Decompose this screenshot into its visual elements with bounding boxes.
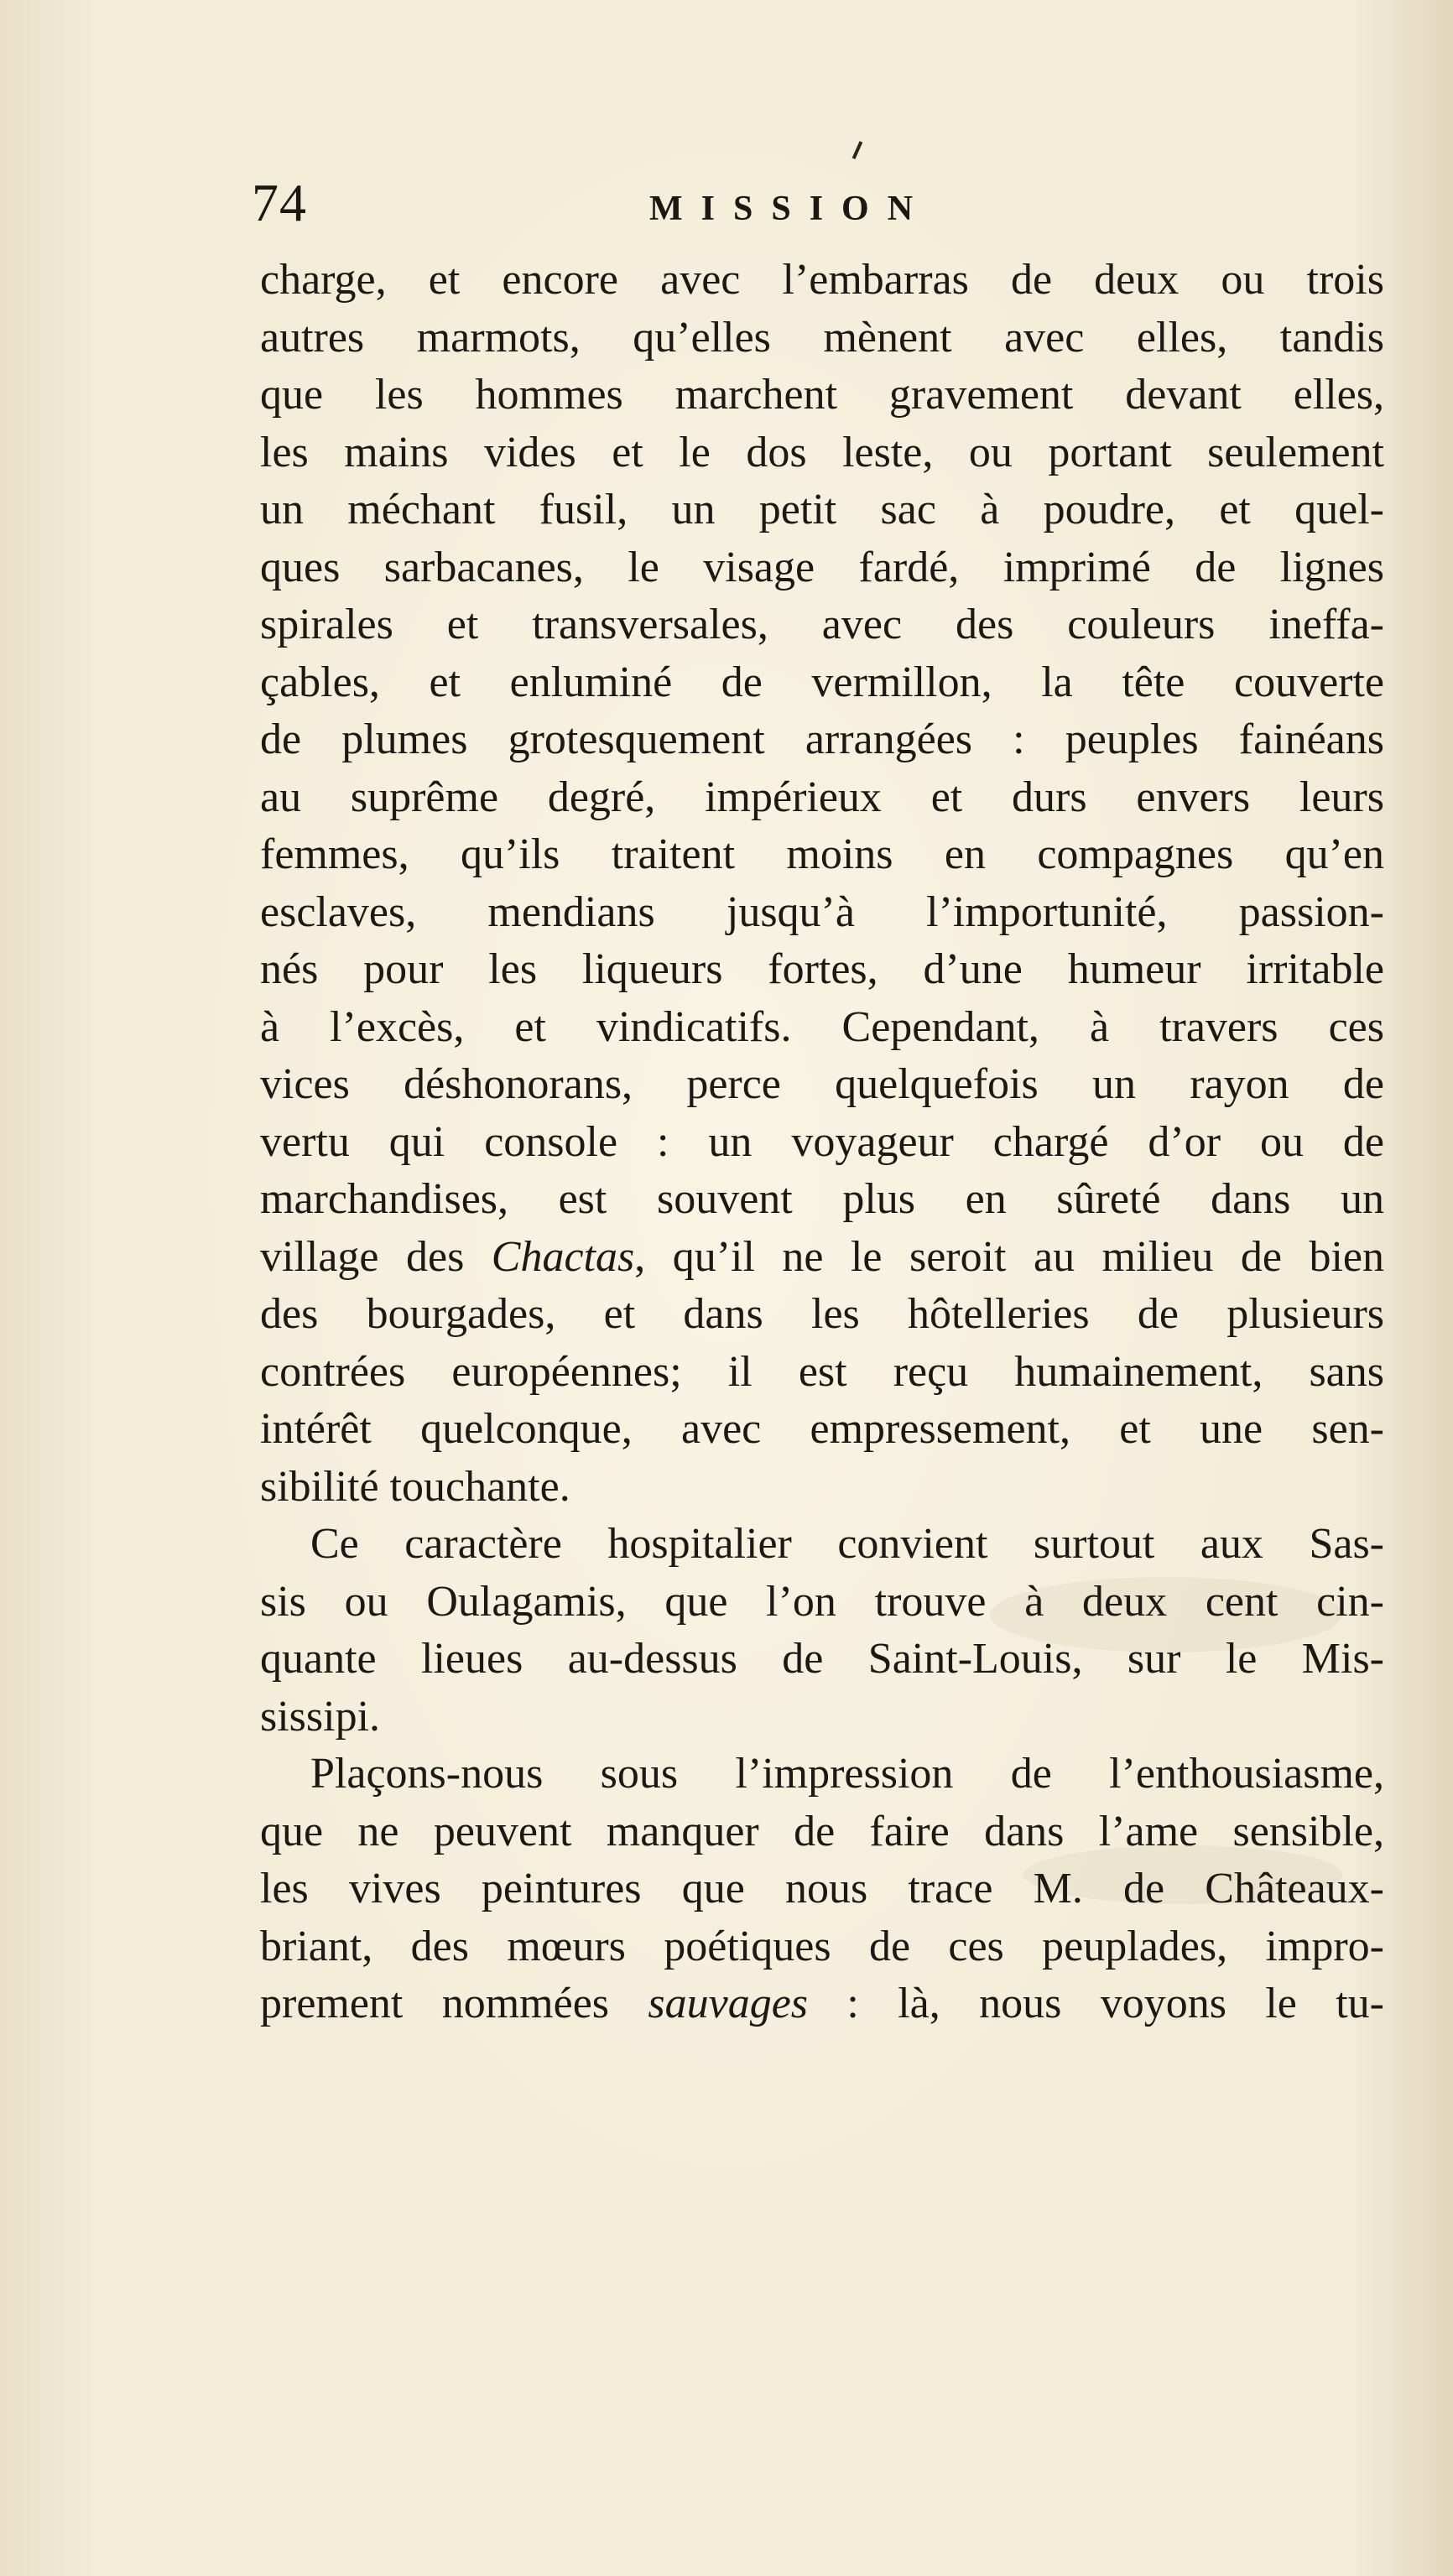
text-segment: esclaves, mendians jusqu’à l’importunité, passion- (260, 887, 1384, 936)
text-line (260, 1459, 1384, 1517)
text-segment: sis ou Oulagamis, que l’on trouve à deux cent cin- (260, 1577, 1384, 1626)
text-line (260, 596, 1384, 654)
text-segment: au suprême degré, impérieux et durs envers leurs (260, 773, 1384, 821)
text-segment: femmes, qu’ils traitent moins en compagnes qu’en (260, 830, 1384, 878)
text-line (260, 654, 1384, 712)
text-line (260, 999, 1384, 1057)
text-line (260, 539, 1384, 597)
text-segment: vertu qui console : un voyageur chargé d’or ou de (260, 1117, 1384, 1166)
text-segment: Plaçons-nous sous l’impression de l’enthousiasme, (310, 1750, 1384, 1798)
running-head: MISSION (649, 190, 932, 228)
text-line (260, 826, 1384, 884)
text-line (260, 1344, 1384, 1402)
text-line (260, 1746, 1384, 1803)
text-segment: Ce caractère hospitalier convient surtout aux Sas- (310, 1520, 1384, 1568)
text-line (260, 310, 1384, 367)
page-number: 74 (252, 173, 307, 232)
page-header (0, 0, 1453, 252)
text-segment: , qu’il ne le seroit au milieu de bien (634, 1232, 1384, 1281)
text-segment: que les hommes marchent gravement devant elles, (260, 371, 1384, 419)
text-segment: briant, des mœurs poétiques de ces peuplades, impro- (260, 1922, 1384, 1970)
text-segment: des bourgades, et dans les hôtelleries de plusieurs (260, 1290, 1384, 1338)
text-line (260, 1286, 1384, 1344)
text-line (260, 1056, 1384, 1114)
text-segment: sissipi. (260, 1692, 381, 1741)
text-segment: intérêt quelconque, avec empressement, et une sen- (260, 1405, 1384, 1453)
text-segment: quante lieues au-dessus de Saint-Louis, sur le Mis- (260, 1635, 1384, 1683)
text-segment: nés pour les liqueurs fortes, d’une humeur irritable (260, 945, 1384, 993)
text-segment: à l’excès, et vindicatifs. Cependant, à travers ces (260, 1002, 1384, 1051)
text-line (260, 769, 1384, 827)
text-line (260, 1918, 1384, 1976)
text-line (260, 1975, 1384, 2033)
text-segment: village des (260, 1232, 492, 1281)
text-segment: que ne peuvent manquer de faire dans l’ame sensible, (260, 1807, 1384, 1855)
text-line (260, 1401, 1384, 1459)
text-segment: de plumes grotesquement arrangées : peuples fainéans (260, 716, 1384, 763)
text-segment: marchandises, est souvent plus en sûreté dans un (260, 1175, 1384, 1223)
body-text (260, 252, 1384, 2033)
text-line (260, 424, 1384, 482)
text-line (260, 711, 1384, 769)
text-line (260, 1114, 1384, 1172)
text-segment: les vives peintures que nous trace M. de Châteaux- (260, 1865, 1384, 1912)
text-segment: sibilité touchante. (260, 1462, 570, 1511)
text-line (260, 941, 1384, 999)
text-line (260, 1171, 1384, 1229)
text-line (260, 1860, 1384, 1918)
text-segment: : là, nous voyons le tu- (808, 1980, 1384, 2027)
text-line (260, 884, 1384, 942)
text-line (260, 481, 1384, 539)
text-segment: çables, et enluminé de vermillon, la tête couverte (260, 658, 1384, 706)
text-segment: charge, et encore avec l’embarras de deux ou trois (260, 256, 1384, 304)
italic-text: sauvages (648, 1980, 809, 2027)
text-line (260, 252, 1384, 310)
text-segment: ques sarbacanes, le visage fardé, imprimé de lignes (260, 543, 1384, 591)
text-line (260, 1631, 1384, 1689)
text-line (260, 1229, 1384, 1287)
text-segment: les mains vides et le dos leste, ou portant seulement (260, 428, 1384, 476)
text-segment: spirales et transversales, avec des couleurs ineffa- (260, 601, 1384, 648)
italic-text: Chactas (491, 1232, 635, 1281)
ink-mark (852, 141, 863, 159)
text-segment: vices déshonorans, perce quelquefois un rayon de (260, 1060, 1384, 1108)
text-line (260, 1803, 1384, 1861)
text-line (260, 1516, 1384, 1574)
text-line (260, 367, 1384, 424)
text-line (260, 1574, 1384, 1631)
text-segment: autres marmots, qu’elles mènent avec elles, tandis (260, 313, 1384, 362)
text-line (260, 1689, 1384, 1746)
text-segment: un méchant fusil, un petit sac à poudre, et quel- (260, 486, 1384, 533)
text-segment: prement nommées (260, 1980, 648, 2027)
text-segment: contrées européennes; il est reçu humainement, sans (260, 1347, 1384, 1396)
